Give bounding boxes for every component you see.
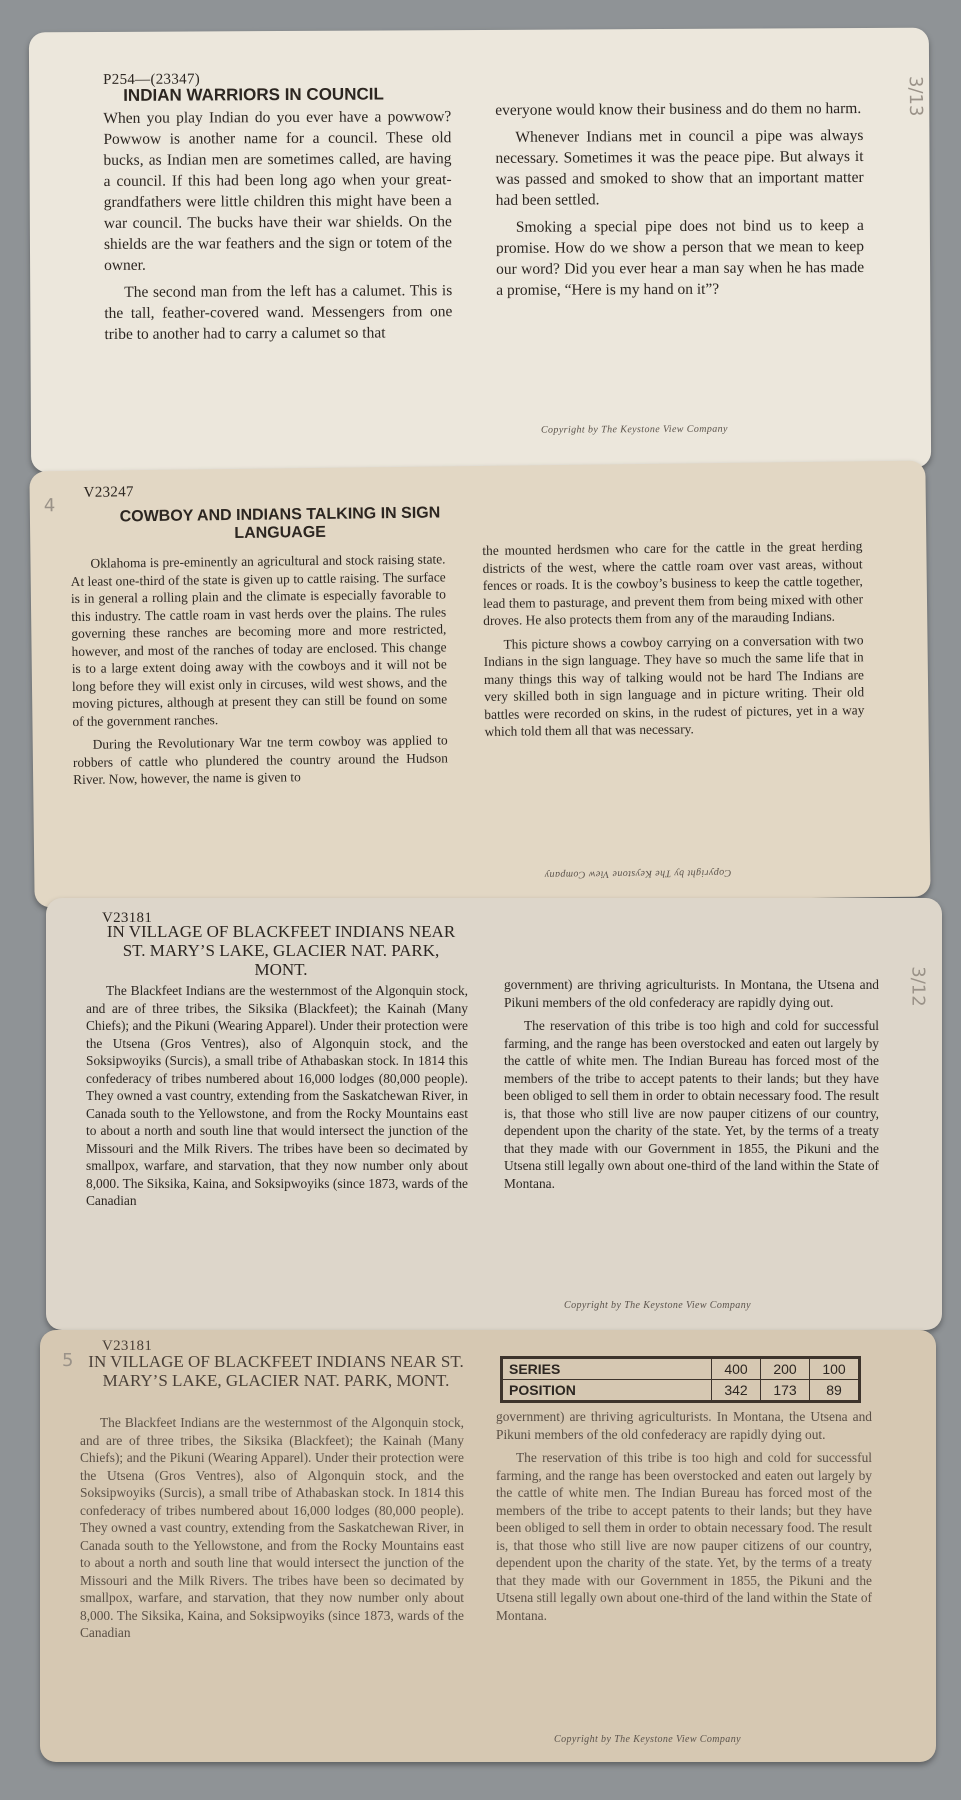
- card-code: V23181: [102, 910, 153, 926]
- card-title: IN VILLAGE OF BLACKFEET INDIANS NEAR ST. MARY’S LAKE, GLACIER NAT. PARK, MONT.: [88, 1352, 464, 1390]
- right-column: [496, 1408, 872, 1624]
- paragraph: everyone would know their business and do them no harm.: [495, 100, 862, 119]
- position-value: 89: [810, 1380, 859, 1401]
- right-column: [495, 98, 864, 301]
- copyright-line: Copyright by The Keystone View Company: [554, 1734, 741, 1745]
- card-code: P254—(23347): [103, 71, 201, 88]
- paragraph: When you play Indian do you ever have a powwow? Powwow is another name for a council. These old bucks, as Indian men are sometimes called, are having a council. If this had been long ago when your great-grandfathers were little children this might have been a war council. The bucks have their war shields. On the shields are the war feathers and the sign or totem of the owner.: [103, 108, 453, 274]
- copyright-line: Copyright by The Keystone View Company: [544, 866, 732, 881]
- series-position-table: [500, 1356, 861, 1403]
- left-column: [103, 106, 452, 345]
- stereoview-card-cowboy-indians: [29, 461, 930, 908]
- stereoview-card-blackfeet-village: [46, 898, 942, 1330]
- paragraph: The Blackfeet Indians are the westernmost of the Algonquin stock, and are of three tribes, the Siksika (Blackfeet); the Kainah (Many Chiefs); and the Pikuni (Wearing Apparel). Under their protection were the Utsena (Gros Ventres), also of Algonquin stock, and the Soksipwoyiks (Surcis), a small tribe of Athabaskan stock. In 1814 this confederacy of tribes numbered about 16,000 lodges (80,000 people). They owned a vast country, extending from the Saskatchewan River, in Canada south to the Yellowstone, and from the Rocky Mountains east to about a north and south line that would intersect the junction of the Missouri and the Milk Rivers. The tribes have been so decimated by smallpox, warfare, and starvation, that they now number only about 8,000. The Siksika, Kaina, and Soksipwoyiks (since 1873, wards of the Canadian: [86, 983, 468, 1208]
- left-column: [70, 550, 448, 788]
- paragraph: government) are thriving agriculturists. In Montana, the Utsena and Pikuni members of the old confederacy are rapidly dying out.: [496, 1409, 872, 1442]
- paragraph: The second man from the left has a calumet. This is the tall, feather-covered wand. Messengers from one tribe to another had to carry a calumet so that: [104, 282, 453, 343]
- series-label: SERIES: [503, 1359, 712, 1380]
- paragraph: The reservation of this tribe is too high and cold for successful farming, and the range has been overstocked and eaten out largely by the cattle of white men. The Indian Bureau has forced most of the members of the tribe to accept patents to their lands; but they have been obliged to sell them in order to obtain necessary food. The result is, that those who still live are now pauper citizens of our country, dependent upon the charity of the state. Yet, by the terms of a treaty that they made with our Government in 1855, the Pikuni and the Utsena still legally own about one-third of the land within the State of Montana.: [504, 1018, 879, 1191]
- series-value: 100: [810, 1359, 859, 1380]
- paragraph: Whenever Indians met in council a pipe was always necessary. Sometimes it was the peace pipe. But always it was passed and smoked to show that an important matter had been settled.: [495, 126, 864, 209]
- paragraph: The Blackfeet Indians are the westernmost of the Algonquin stock, and are of three tribes, the Siksika (Blackfeet); the Kainah (Many Chiefs); and the Pikuni (Wearing Apparel). Under their protection were the Utsena (Gros Ventres), also of Algonquin stock, and the Soksipwoyiks (Surcis), a small tribe of Athabaskan stock. In 1814 this confederacy of tribes numbered about 16,000 lodges (80,000 people). They owned a vast country, extending from the Saskatchewan River, in Canada south to the Yellowstone, and from the Rocky Mountains east to about a north and south line that would intersect the junction of the Missouri and the Milk Rivers. The tribes have been so decimated by smallpox, warfare, and starvation, that they now number only about 8,000. The Siksika, Kaina, and Soksipwoyiks (since 1873, wards of the Canadian: [80, 1415, 464, 1640]
- pencil-mark: 3/13: [904, 75, 927, 117]
- position-value: 173: [761, 1380, 810, 1401]
- stereoview-card-blackfeet-village-reverse: [40, 1330, 936, 1762]
- card-title: IN VILLAGE OF BLACKFEET INDIANS NEAR ST. MARY’S LAKE, GLACIER NAT. PARK, MONT.: [106, 922, 456, 979]
- right-column: [504, 976, 879, 1192]
- copyright-line: Copyright by The Keystone View Company: [540, 423, 728, 436]
- left-column: [86, 982, 468, 1210]
- position-value: 342: [712, 1380, 761, 1401]
- right-column: [482, 537, 864, 740]
- position-row: [503, 1380, 859, 1401]
- paragraph: government) are thriving agriculturists. In Montana, the Utsena and Pikuni members of the old confederacy are rapidly dying out.: [504, 977, 879, 1010]
- card-code: V23181: [102, 1338, 153, 1354]
- paragraph: the mounted herdsmen who care for the cattle in the great herding districts of the west, where the cattle roam over vast areas, without fences or roads. It is the cowboy’s business to keep the cattle together, lead them to pasturage, and prevent them from being mixed with other droves. He also protects them from any of the marauding Indians.: [482, 538, 864, 628]
- copyright-line: Copyright by The Keystone View Company: [564, 1300, 751, 1311]
- card-title: INDIAN WARRIORS IN COUNCIL: [123, 84, 384, 105]
- card-title: COWBOY AND INDIANS TALKING IN SIGN LANGUAGE: [119, 504, 441, 542]
- paragraph: The reservation of this tribe is too high and cold for successful farming, and the range has been overstocked and eaten out largely by the cattle of white men. The Indian Bureau has forced most of the members of the tribe to accept patents to their lands; but they have been obliged to sell them in order to obtain necessary food. The result is, that those who still live are now pauper citizens of our country, dependent upon the charity of the state. Yet, by the terms of a treaty that they made with our Government in 1855, the Pikuni and the Utsena still legally own about one-third of the land within the State of Montana.: [496, 1450, 872, 1623]
- series-value: 400: [712, 1359, 761, 1380]
- paragraph: Oklahoma is pre-eminently an agricultural and stock raising state. At least one-third of the state is given up to cattle raising. The surface is in general a rolling plain and the climate is especially favorable to this industry. The cattle roam in vast herds over the plains. The rules governing these ranches are becoming more and more restricted, however, and most of the ranches of today are enclosed. This change is to a large extent doing away with the cowboys and it will not be long before they will exist only in circuses, wild west shows, and the moving pictures, although at present they can still be found on some of the government ranches.: [70, 551, 448, 729]
- card-code: V23247: [83, 484, 134, 501]
- pencil-mark: 5: [62, 1350, 74, 1371]
- series-row: [503, 1359, 859, 1380]
- series-value: 200: [761, 1359, 810, 1380]
- position-label: POSITION: [503, 1380, 712, 1401]
- left-column: [80, 1414, 464, 1642]
- pencil-mark: 3/12: [907, 966, 929, 1007]
- pencil-mark: 4: [43, 495, 56, 517]
- paragraph: During the Revolutionary War tne term cowboy was applied to robbers of cattle who plundered the country around the Hudson River. Now, however, the name is given to: [72, 732, 448, 787]
- paragraph: This picture shows a cowboy carrying on a conversation with two Indians in the sign language. They have so much the same life that in many things this way of talking would not be hard The Indians are very skilled both in sign language and in picture writing. Their old battles were recorded on skins, in the rudest of pictures, yet in a way which told them all that was necessary.: [483, 631, 865, 739]
- stereoview-card-indian-warriors: [29, 28, 931, 473]
- paragraph: Smoking a special pipe does not bind us to keep a promise. How do we show a person that we mean to keep our word? Did you ever hear a man say when he has made a promise, “Here is my hand on it”?: [495, 216, 865, 299]
